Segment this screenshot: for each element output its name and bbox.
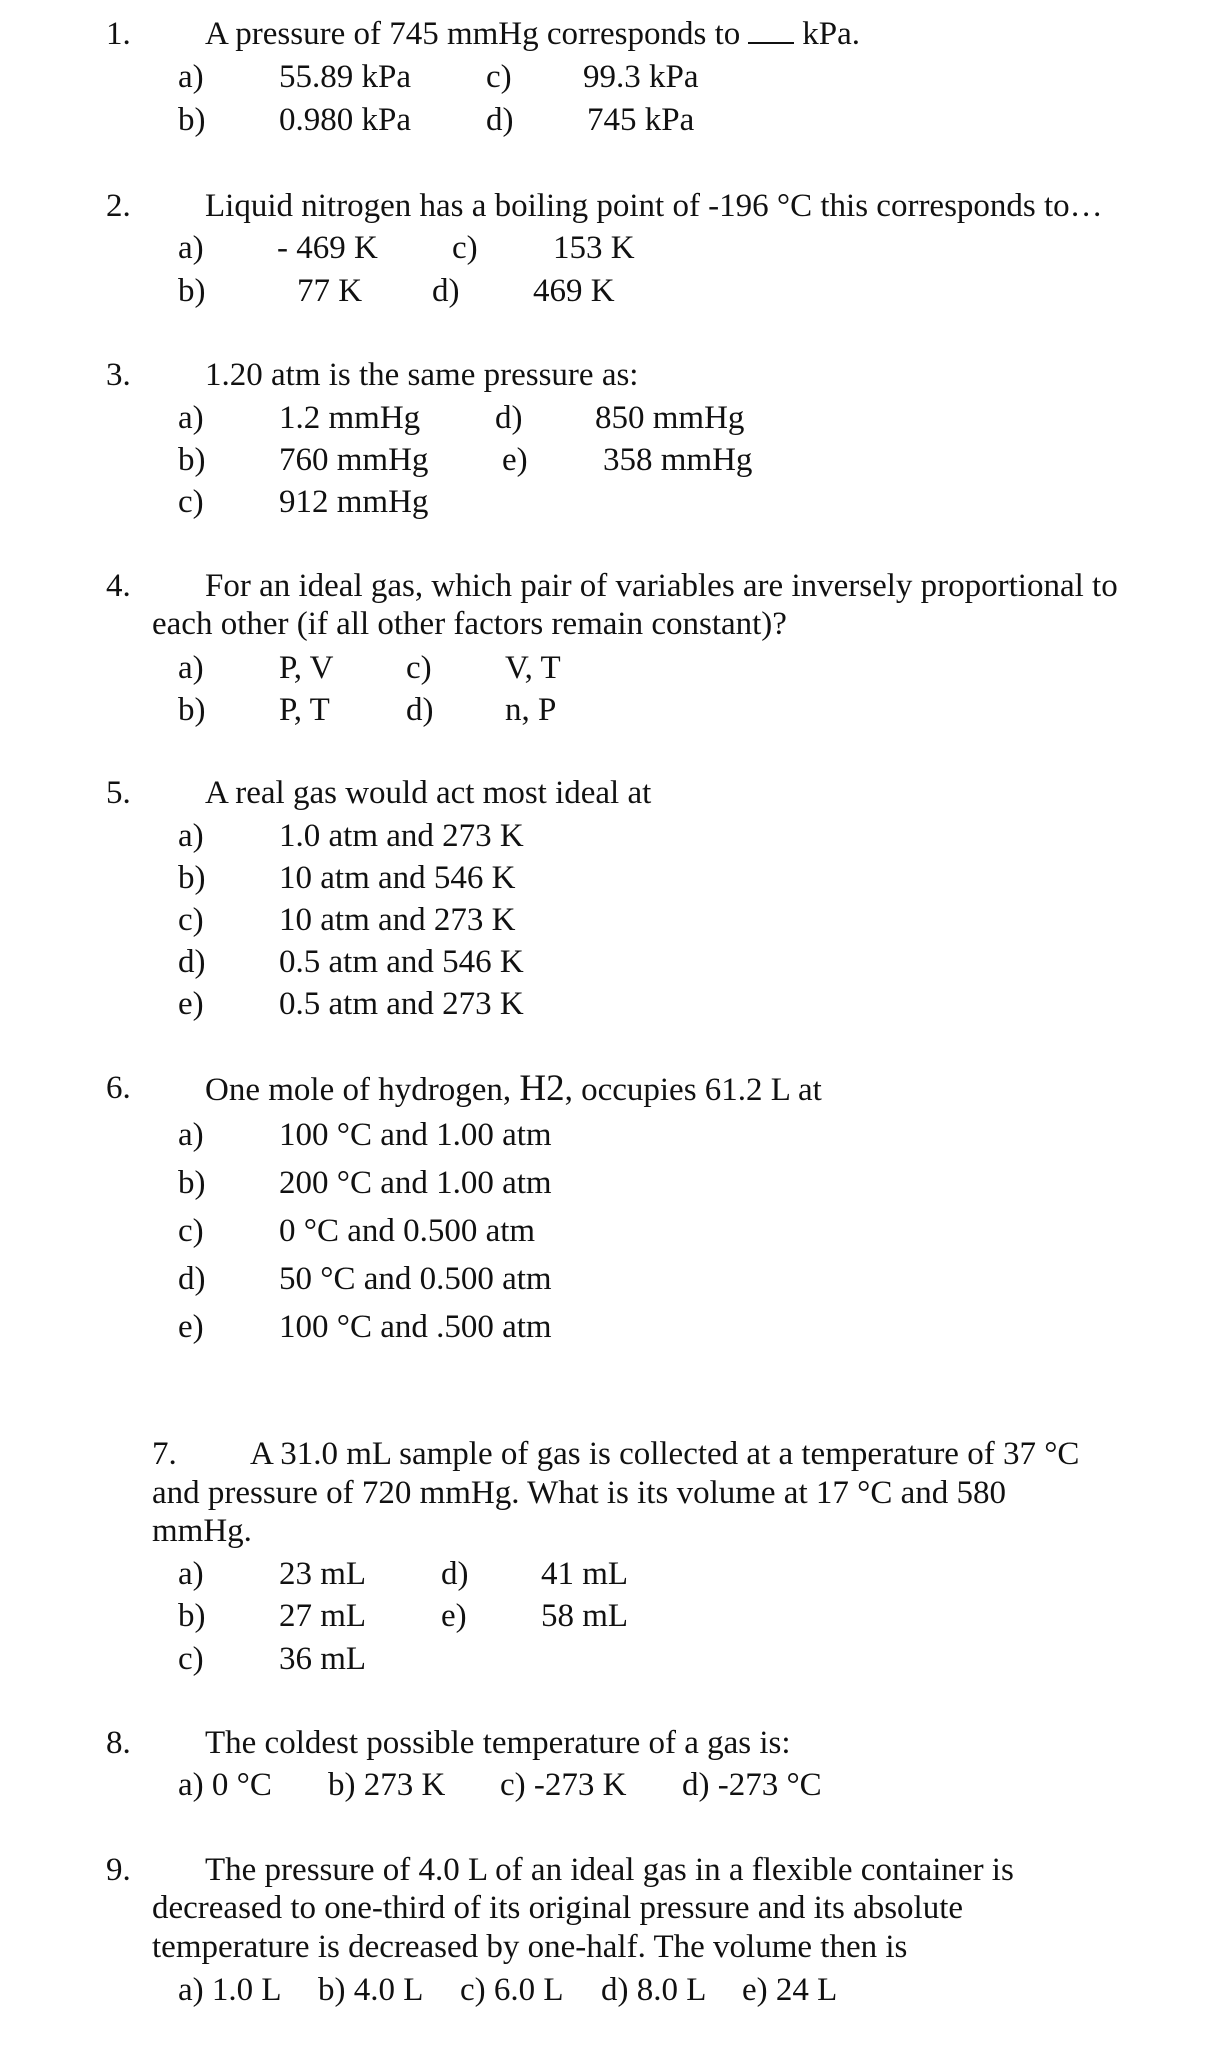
option-text: 0 °C and 0.500 atm	[279, 1213, 536, 1249]
option-text: 100 °C and 1.00 atm	[279, 1117, 552, 1153]
option-text: 469 K	[533, 273, 615, 309]
option-letter: c)	[486, 59, 512, 95]
question-stem-line: mmHg.	[152, 1513, 252, 1549]
option-text: 58 mL	[541, 1598, 629, 1634]
option-letter: b)	[178, 1598, 206, 1634]
option-letter: c)	[406, 650, 432, 686]
option-letter: a)	[178, 1556, 204, 1592]
question-stem-line: decreased to one-third of its original pressure and its absolute	[152, 1890, 964, 1926]
question-stem: One mole of hydrogen, H2, occupies 61.2 L at	[205, 1068, 822, 1109]
option-text: P, T	[279, 692, 330, 728]
question-stem-line: temperature is decreased by one-half. The volume then is	[152, 1929, 908, 1965]
question-stem: A real gas would act most ideal at	[205, 775, 652, 811]
question-stem-line: A 31.0 mL sample of gas is collected at a temperature of 37 °C	[250, 1436, 1080, 1472]
option-item: a) 0 °C	[178, 1767, 272, 1803]
option-letter: c)	[452, 230, 478, 266]
option-text: 760 mmHg	[279, 442, 429, 478]
option-text: 1.0 atm and 273 K	[279, 818, 524, 854]
option-text: 10 atm and 273 K	[279, 902, 516, 938]
option-text: 27 mL	[279, 1598, 367, 1634]
option-letter: b)	[178, 273, 206, 309]
option-letter: b)	[178, 860, 206, 896]
option-letter: e)	[178, 1309, 204, 1345]
question-stem-line: and pressure of 720 mmHg. What is its volume at 17 °C and 580	[152, 1475, 1006, 1511]
option-text: 10 atm and 546 K	[279, 860, 516, 896]
option-text: 0.5 atm and 546 K	[279, 944, 524, 980]
option-letter: d)	[178, 1261, 206, 1297]
option-letter: d)	[178, 944, 206, 980]
question-stem: Liquid nitrogen has a boiling point of -196 °C this corresponds to…	[205, 188, 1103, 224]
question-stem: A pressure of 745 mmHg corresponds to kPa.	[205, 16, 861, 52]
option-letter: e)	[441, 1598, 467, 1634]
option-letter: d)	[486, 102, 514, 138]
option-text: 200 °C and 1.00 atm	[279, 1165, 552, 1201]
option-letter: a)	[178, 400, 204, 436]
option-text: 912 mmHg	[279, 484, 429, 520]
option-item: c) 6.0 L	[460, 1972, 564, 2008]
question-number: 7.	[152, 1436, 177, 1472]
option-letter: c)	[178, 1641, 204, 1677]
question-number: 8.	[106, 1725, 131, 1761]
question-number: 5.	[106, 775, 131, 811]
option-text: 100 °C and .500 atm	[279, 1309, 552, 1345]
question-number: 6.	[106, 1070, 131, 1106]
question-stem: 1.20 atm is the same pressure as:	[205, 357, 639, 393]
option-letter: b)	[178, 442, 206, 478]
option-item: b) 273 K	[328, 1767, 446, 1803]
question-stem-line: The pressure of 4.0 L of an ideal gas in a flexible container is	[205, 1852, 1014, 1888]
option-text: 99.3 kPa	[583, 59, 699, 95]
chemical-formula: H2	[519, 1068, 565, 1109]
question-stem-line: each other (if all other factors remain constant)?	[152, 606, 787, 642]
option-text: V, T	[505, 650, 561, 686]
option-letter: c)	[178, 902, 204, 938]
option-text: 745 kPa	[587, 102, 695, 138]
question-number: 9.	[106, 1852, 131, 1888]
option-text: 23 mL	[279, 1556, 367, 1592]
question-stem-line: For an ideal gas, which pair of variables are inversely proportional to	[205, 568, 1118, 604]
option-letter: b)	[178, 692, 206, 728]
option-text: - 469 K	[277, 230, 378, 266]
option-letter: d)	[495, 400, 523, 436]
option-letter: a)	[178, 59, 204, 95]
option-text: 1.2 mmHg	[279, 400, 421, 436]
option-letter: d)	[432, 273, 460, 309]
question-stem: The coldest possible temperature of a gas is:	[205, 1725, 791, 1761]
option-item: d) 8.0 L	[601, 1972, 707, 2008]
option-letter: a)	[178, 230, 204, 266]
option-item: a) 1.0 L	[178, 1972, 282, 2008]
option-text: 77 K	[297, 273, 363, 309]
option-letter: b)	[178, 102, 206, 138]
option-letter: c)	[178, 1213, 204, 1249]
option-letter: c)	[178, 484, 204, 520]
option-text: 850 mmHg	[595, 400, 745, 436]
option-letter: a)	[178, 818, 204, 854]
option-letter: e)	[502, 442, 528, 478]
option-text: n, P	[505, 692, 557, 728]
option-item: e) 24 L	[742, 1972, 838, 2008]
option-item: c) -273 K	[500, 1767, 627, 1803]
option-letter: a)	[178, 1117, 204, 1153]
question-number: 4.	[106, 568, 131, 604]
option-letter: e)	[178, 986, 204, 1022]
option-letter: b)	[178, 1165, 206, 1201]
option-text: 50 °C and 0.500 atm	[279, 1261, 552, 1297]
question-number: 2.	[106, 188, 131, 224]
question-number: 3.	[106, 357, 131, 393]
answer-blank	[748, 41, 794, 44]
option-text: 358 mmHg	[603, 442, 753, 478]
option-letter: d)	[406, 692, 434, 728]
option-text: 153 K	[553, 230, 635, 266]
option-item: d) -273 °C	[682, 1767, 822, 1803]
option-letter: d)	[441, 1556, 469, 1592]
option-text: 41 mL	[541, 1556, 629, 1592]
option-letter: a)	[178, 650, 204, 686]
option-text: P, V	[279, 650, 334, 686]
option-item: b) 4.0 L	[318, 1972, 424, 2008]
option-text: 36 mL	[279, 1641, 367, 1677]
option-text: 0.5 atm and 273 K	[279, 986, 524, 1022]
question-number: 1.	[106, 16, 131, 52]
option-text: 55.89 kPa	[279, 59, 411, 95]
option-text: 0.980 kPa	[279, 102, 411, 138]
